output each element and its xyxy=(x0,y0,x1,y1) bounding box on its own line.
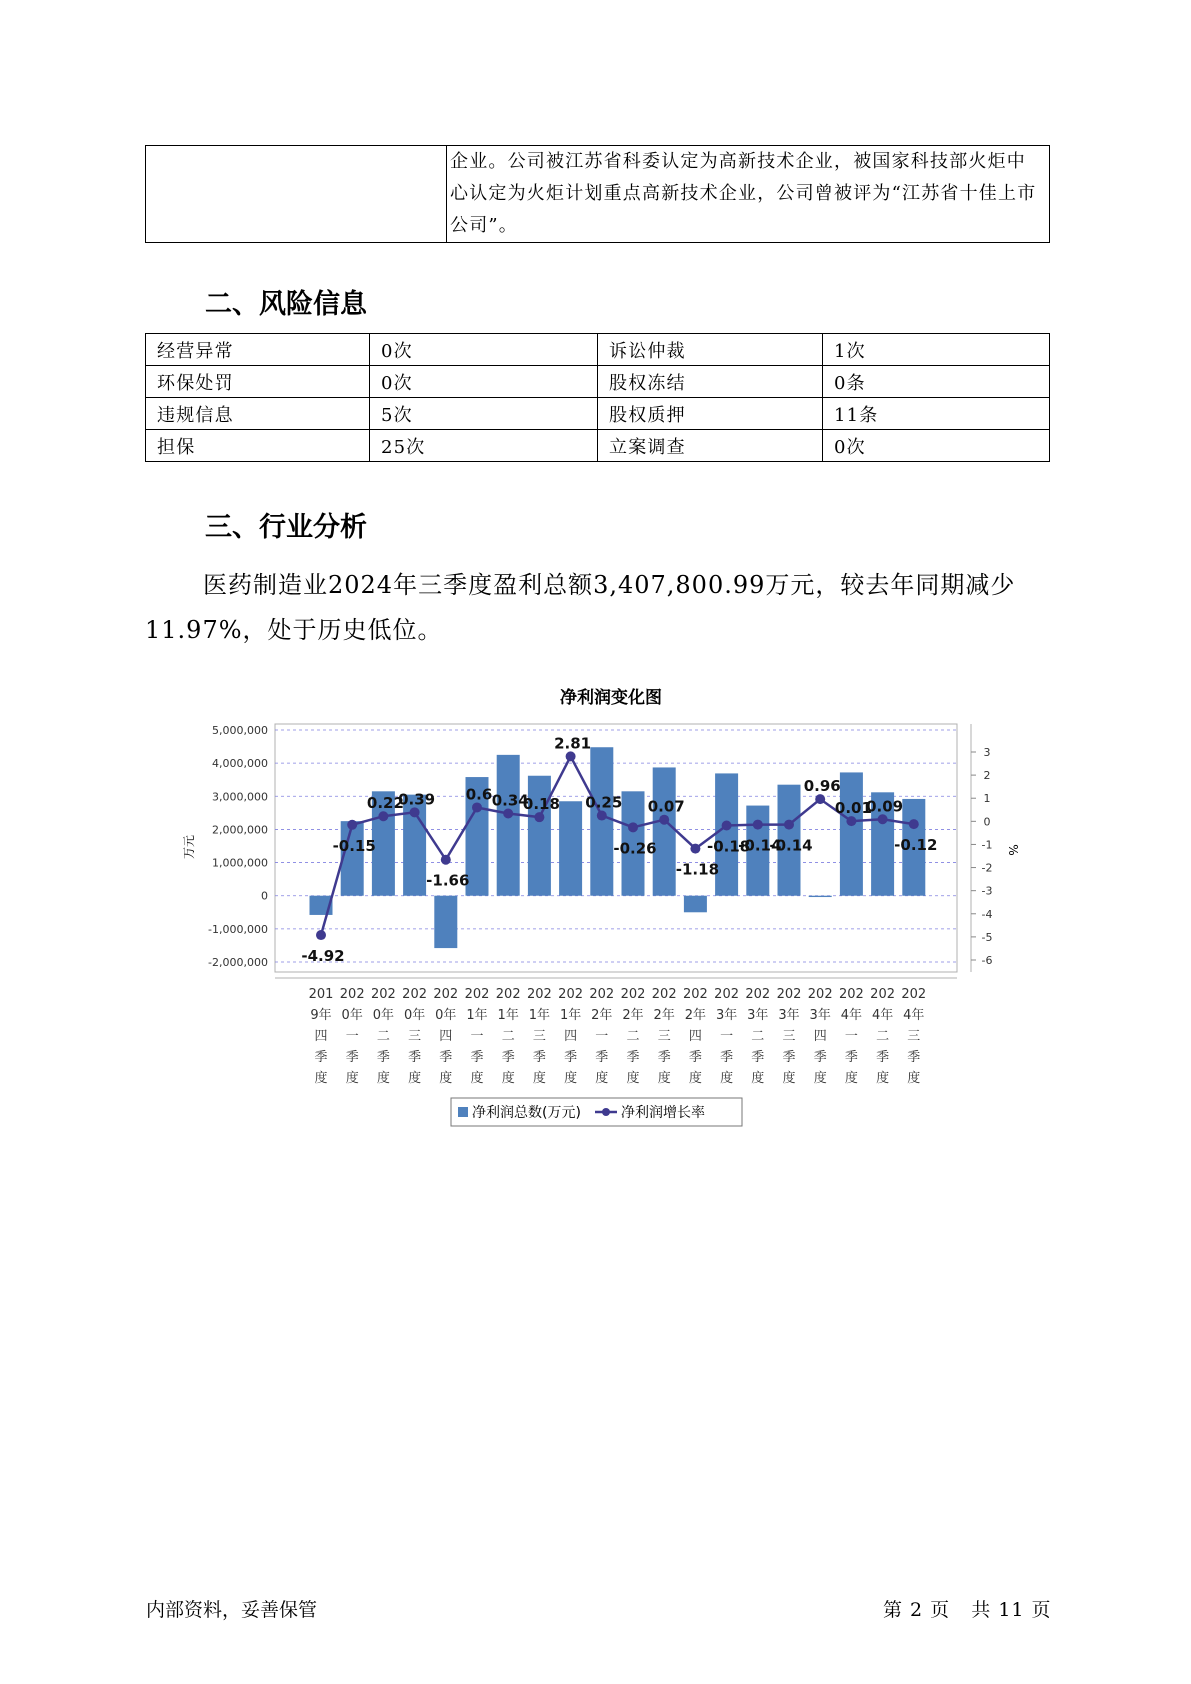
x-tick-label-part: 季 xyxy=(564,1050,578,1065)
risk-value: 25次 xyxy=(370,430,598,462)
x-tick-label-part: 202 xyxy=(495,987,521,1002)
x-tick-label xyxy=(589,987,614,1086)
x-tick-label xyxy=(558,987,583,1086)
x-tick-label-part: 1年 xyxy=(466,1008,488,1023)
x-tick-label xyxy=(652,987,677,1086)
legend-bar-label: 净利润总数(万元) xyxy=(472,1105,581,1121)
table-row xyxy=(146,334,1050,366)
x-tick-label-part: 度 xyxy=(813,1071,827,1086)
x-tick-label-part: 度 xyxy=(470,1071,484,1086)
x-tick-label-part: 4年 xyxy=(871,1008,894,1023)
bar xyxy=(840,772,863,895)
x-tick-label xyxy=(496,987,521,1086)
x-tick-label-part: 202 xyxy=(589,987,615,1002)
y2-tick-label: 1 xyxy=(983,792,991,806)
x-tick-label-part: 202 xyxy=(620,987,646,1002)
x-tick-label-part: 度 xyxy=(564,1071,578,1086)
risk-key: 违规信息 xyxy=(146,398,370,430)
x-tick-label-part: 度 xyxy=(688,1071,702,1086)
growth-point xyxy=(503,808,513,818)
x-tick-label-part: 0年 xyxy=(341,1008,363,1023)
x-tick-label-part: 季 xyxy=(532,1050,546,1065)
x-tick-label-part: 202 xyxy=(776,987,802,1002)
x-tick-label-part: 季 xyxy=(595,1050,609,1065)
x-tick-label-part: 季 xyxy=(657,1050,671,1065)
x-tick-label xyxy=(371,987,396,1086)
x-tick-label xyxy=(527,987,552,1086)
x-tick-label xyxy=(621,987,646,1086)
y-tick-label: -1,000,000 xyxy=(208,922,268,936)
chart-title: 净利润变化图 xyxy=(560,688,662,708)
risk-value: 1次 xyxy=(823,334,1050,366)
x-tick-label-part: 季 xyxy=(408,1050,422,1065)
growth-data-label: -1.66 xyxy=(426,871,470,890)
risk-key: 立案调查 xyxy=(598,430,823,462)
growth-data-label: 0.07 xyxy=(647,797,685,816)
x-tick-label-part: 二 xyxy=(876,1029,890,1044)
growth-point xyxy=(690,844,700,854)
y-axis-label: 万元 xyxy=(182,834,196,860)
x-tick-label-part: 2年 xyxy=(653,1008,675,1023)
bar xyxy=(497,755,520,896)
x-tick-label-part: 2年 xyxy=(622,1008,644,1023)
risk-key: 经营异常 xyxy=(146,334,370,366)
growth-point xyxy=(566,751,576,761)
x-tick-label-part: 202 xyxy=(370,987,396,1002)
risk-key: 担保 xyxy=(146,430,370,462)
intro-label-cell xyxy=(146,146,447,242)
bar xyxy=(341,821,364,896)
x-tick-label-part: 季 xyxy=(720,1050,734,1065)
x-tick-label-part: 4年 xyxy=(903,1008,925,1023)
x-tick-label-part: 度 xyxy=(876,1071,890,1086)
chart-legend xyxy=(451,1098,742,1126)
x-tick-label xyxy=(808,987,833,1086)
x-tick-label-part: 季 xyxy=(844,1050,858,1065)
bar xyxy=(559,801,582,895)
x-tick-label-part: 3年 xyxy=(809,1008,831,1023)
x-tick-label-part: 4年 xyxy=(840,1008,863,1023)
table-row xyxy=(146,366,1050,398)
x-tick-label-part: 一 xyxy=(720,1029,734,1044)
x-tick-label-part: 202 xyxy=(870,987,896,1002)
x-tick-label-part: 二 xyxy=(626,1029,640,1044)
x-tick-label-part: 四 xyxy=(688,1029,702,1044)
x-tick-label-part: 202 xyxy=(339,987,365,1002)
table-row xyxy=(146,430,1050,462)
x-tick-label-part: 202 xyxy=(807,987,833,1002)
risk-value: 5次 xyxy=(370,398,598,430)
risk-key: 环保处罚 xyxy=(146,366,370,398)
x-tick-label-part: 季 xyxy=(751,1050,765,1065)
x-tick-label-part: 季 xyxy=(907,1050,921,1065)
growth-data-label: -0.15 xyxy=(332,836,376,855)
x-tick-label-part: 一 xyxy=(470,1029,484,1044)
growth-point xyxy=(784,820,794,830)
x-tick-label-part: 季 xyxy=(876,1050,890,1065)
y2-tick-label: -2 xyxy=(981,861,993,875)
y2-tick-label: 0 xyxy=(983,815,991,829)
risk-value: 0次 xyxy=(370,366,598,398)
x-tick-label xyxy=(309,987,334,1086)
x-tick-label-part: 度 xyxy=(720,1071,734,1086)
x-tick-label-part: 度 xyxy=(345,1071,359,1086)
x-tick-label-part: 一 xyxy=(345,1029,359,1044)
y2-tick-label: -3 xyxy=(981,884,993,898)
growth-point xyxy=(316,930,326,940)
y-tick-label: 5,000,000 xyxy=(212,724,268,737)
growth-point xyxy=(628,822,638,832)
growth-point xyxy=(597,811,607,821)
x-tick-label xyxy=(839,987,864,1086)
x-tick-label-part: 度 xyxy=(657,1071,671,1086)
x-tick-label-part: 一 xyxy=(844,1029,858,1044)
growth-point xyxy=(846,816,856,826)
growth-point xyxy=(815,794,825,804)
x-tick-label-part: 度 xyxy=(751,1071,765,1086)
x-tick-label-part: 季 xyxy=(470,1050,484,1065)
x-tick-label-part: 二 xyxy=(376,1029,390,1044)
x-tick-label-part: 季 xyxy=(688,1050,702,1065)
y2-tick-label: 2 xyxy=(983,769,991,783)
x-tick-label-part: 四 xyxy=(439,1029,453,1044)
x-tick-label-part: 三 xyxy=(532,1029,546,1044)
risk-key: 股权质押 xyxy=(598,398,823,430)
x-tick-label-part: 3年 xyxy=(715,1008,738,1023)
risk-value: 0次 xyxy=(823,430,1050,462)
bar xyxy=(590,747,613,895)
x-tick-label-part: 季 xyxy=(813,1050,827,1065)
growth-data-label: 0.01 xyxy=(834,799,872,818)
intro-content-cell xyxy=(448,146,1049,242)
y2-tick-label: -1 xyxy=(981,838,993,852)
growth-data-label: 2.81 xyxy=(554,734,592,753)
x-tick-label-part: 201 xyxy=(308,987,334,1002)
x-tick-label-part: 度 xyxy=(595,1071,609,1086)
growth-point xyxy=(441,855,451,865)
x-tick-label-part: 度 xyxy=(439,1071,453,1086)
x-tick-label-part: 季 xyxy=(376,1050,390,1065)
risk-info-table xyxy=(145,333,1050,462)
growth-data-label: -4.92 xyxy=(301,947,345,966)
x-tick-label-part: 季 xyxy=(501,1050,515,1065)
growth-data-label: -0.14 xyxy=(769,836,813,855)
x-tick-label-part: 202 xyxy=(558,987,584,1002)
risk-value: 0次 xyxy=(370,334,598,366)
x-tick-label-part: 二 xyxy=(501,1029,515,1044)
company-intro-table xyxy=(145,145,1050,243)
x-tick-label xyxy=(745,987,770,1086)
x-tick-label-part: 季 xyxy=(314,1050,328,1065)
intro-line: 公司”。 xyxy=(450,215,519,236)
x-tick-label-part: 202 xyxy=(526,987,552,1002)
growth-data-label: -0.14 xyxy=(738,836,782,855)
x-tick-label-part: 度 xyxy=(376,1071,390,1086)
y-tick-label: -2,000,000 xyxy=(208,956,268,969)
growth-data-label: -1.18 xyxy=(675,860,720,879)
industry-paragraph: 医药制造业2024年三季度盈利总额3,407,800.99万元，较去年同期减少11.97%，处于历史低位。 xyxy=(145,571,1016,644)
growth-data-label: 0.09 xyxy=(866,797,904,816)
bar xyxy=(684,896,707,913)
risk-key: 股权冻结 xyxy=(598,366,823,398)
growth-point xyxy=(378,811,388,821)
growth-point xyxy=(659,815,669,825)
risk-key: 诉讼仲裁 xyxy=(598,334,823,366)
x-tick-label-part: 202 xyxy=(745,987,771,1002)
x-tick-label xyxy=(714,987,739,1086)
legend-line-label: 净利润增长率 xyxy=(621,1105,705,1121)
growth-data-label: 0.34 xyxy=(491,791,529,810)
x-tick-label xyxy=(777,987,802,1086)
x-tick-label-part: 3年 xyxy=(747,1008,769,1023)
x-tick-label-part: 3年 xyxy=(778,1008,800,1023)
x-tick-label-part: 季 xyxy=(345,1050,359,1065)
section-title-risk: 二、风险信息 xyxy=(205,289,367,320)
y2-tick-label: -6 xyxy=(981,954,993,967)
x-tick-label-part: 1年 xyxy=(559,1008,582,1023)
x-tick-label-part: 二 xyxy=(751,1029,765,1044)
x-tick-label-part: 202 xyxy=(682,987,708,1002)
x-tick-label xyxy=(402,987,427,1086)
growth-data-label: 0.18 xyxy=(522,795,560,814)
x-tick-label-part: 季 xyxy=(439,1050,453,1065)
risk-value: 11条 xyxy=(823,398,1050,430)
growth-data-label: 0.39 xyxy=(398,790,436,809)
x-tick-label-part: 202 xyxy=(838,987,864,1002)
x-tick-label-part: 度 xyxy=(314,1071,328,1086)
x-tick-label-part: 2年 xyxy=(591,1008,613,1023)
growth-data-label: 0.25 xyxy=(585,793,623,812)
x-tick-label xyxy=(870,987,895,1086)
growth-data-label: 0.6 xyxy=(465,785,493,804)
x-tick-label-part: 202 xyxy=(714,987,740,1002)
x-tick-label-part: 三 xyxy=(907,1029,921,1044)
y2-tick-label: -5 xyxy=(981,930,993,944)
y2-tick-label: -4 xyxy=(981,907,993,921)
x-tick-label-part: 202 xyxy=(464,987,490,1002)
legend-bar-swatch xyxy=(458,1107,468,1117)
x-tick-label-part: 度 xyxy=(907,1071,921,1086)
x-tick-label-part: 202 xyxy=(433,987,459,1002)
x-tick-label-part: 0年 xyxy=(435,1008,457,1023)
y-tick-label: 3,000,000 xyxy=(212,790,268,804)
table-row xyxy=(146,398,1050,430)
growth-point xyxy=(878,814,888,824)
x-tick-label xyxy=(901,987,926,1086)
x-tick-label-part: 9年 xyxy=(310,1008,332,1023)
net-profit-chart xyxy=(175,682,1035,1137)
y2-axis-label: % xyxy=(1006,844,1020,856)
x-tick-label-part: 季 xyxy=(626,1050,640,1065)
x-tick-label-part: 度 xyxy=(626,1071,640,1086)
x-tick-label-part: 度 xyxy=(532,1071,546,1086)
y-tick-label: 4,000,000 xyxy=(212,757,268,771)
x-tick-label xyxy=(465,987,490,1086)
growth-data-label: 0.22 xyxy=(366,794,404,813)
x-tick-label-part: 202 xyxy=(402,987,428,1002)
x-tick-label-part: 1年 xyxy=(528,1008,551,1023)
x-tick-label-part: 四 xyxy=(314,1029,328,1044)
x-tick-label xyxy=(433,987,458,1086)
growth-data-label: 0.96 xyxy=(803,777,841,796)
growth-point xyxy=(722,820,732,830)
bar xyxy=(809,896,832,897)
growth-point xyxy=(347,820,357,830)
x-tick-label-part: 202 xyxy=(901,987,927,1002)
growth-data-label: -0.26 xyxy=(613,839,657,858)
growth-data-label: -0.12 xyxy=(894,836,938,855)
x-tick-label-part: 0年 xyxy=(372,1008,395,1023)
x-tick-label-part: 0年 xyxy=(403,1008,426,1023)
footer-page-number: 第 2 页 共 11 页 xyxy=(883,1599,1052,1621)
footer-confidential: 内部资料，妥善保管 xyxy=(146,1599,318,1621)
intro-line: 心认定为火炬计划重点高新技术企业，公司曾被评为“江苏省十佳上市 xyxy=(450,183,1037,204)
x-tick-label-part: 度 xyxy=(782,1071,796,1086)
x-tick-label-part: 202 xyxy=(651,987,677,1002)
growth-point xyxy=(534,812,544,822)
intro-line: 企业。公司被江苏省科委认定为高新技术企业，被国家科技部火炬中 xyxy=(450,151,1026,172)
bar xyxy=(434,896,457,948)
x-tick-label-part: 季 xyxy=(782,1050,796,1065)
x-tick-label xyxy=(683,987,708,1086)
x-tick-label-part: 度 xyxy=(408,1071,422,1086)
x-tick-label-part: 三 xyxy=(782,1029,796,1044)
bar xyxy=(653,767,676,895)
x-tick-label-part: 四 xyxy=(564,1029,578,1044)
x-tick-label-part: 度 xyxy=(844,1071,858,1086)
x-tick-label-part: 度 xyxy=(501,1071,515,1086)
risk-value: 0条 xyxy=(823,366,1050,398)
x-tick-label-part: 1年 xyxy=(497,1008,519,1023)
x-tick-label xyxy=(340,987,365,1086)
y-tick-label: 1,000,000 xyxy=(212,856,268,870)
y-tick-label: 2,000,000 xyxy=(212,823,268,837)
growth-point xyxy=(472,802,482,812)
x-tick-label-part: 一 xyxy=(595,1029,609,1044)
x-tick-label-part: 2年 xyxy=(684,1008,707,1023)
y-tick-label: 0 xyxy=(261,889,268,903)
x-tick-label-part: 四 xyxy=(813,1029,827,1044)
x-tick-label-part: 三 xyxy=(408,1029,422,1044)
x-tick-label-part: 三 xyxy=(657,1029,671,1044)
legend-line-marker xyxy=(602,1108,610,1116)
bar xyxy=(528,776,551,896)
growth-point xyxy=(753,820,763,830)
y2-tick-label: 3 xyxy=(983,746,991,759)
growth-point xyxy=(410,807,420,817)
growth-data-label: -0.18 xyxy=(706,837,751,856)
section-title-industry: 三、行业分析 xyxy=(205,512,367,543)
growth-point xyxy=(909,819,919,829)
